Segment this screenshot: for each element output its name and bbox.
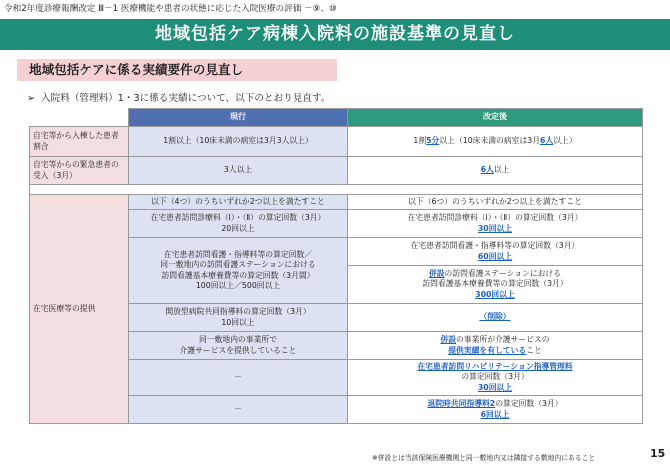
header-revised: 改定後 bbox=[348, 109, 643, 127]
header-current: 現行 bbox=[129, 109, 348, 127]
row-label-home-care: 在宅医療等の提供 bbox=[30, 195, 129, 424]
cell-current-rehab: － bbox=[129, 360, 348, 396]
cell-revised-nursing-station: 併設の訪問看護ステーションにおける 訪問看護基本療養費等の算定回数（3月） 300回以上 bbox=[348, 266, 643, 304]
cell-revised-open-hospital: （削除） bbox=[348, 304, 643, 332]
cell-current-intro: 以下（4つ）のうちいずれか2つ以上を満たすこと bbox=[129, 195, 348, 210]
cell-current-home-ratio: 1割以上（10床未満の病室は3月3人以上） bbox=[129, 127, 348, 157]
page-title: 地域包括ケア病棟入院料の施設基準の見直し bbox=[0, 19, 670, 50]
footnote: ※併設とは当該保険医療機関と同一敷地内又は隣接する敷地内にあること bbox=[372, 454, 596, 462]
cell-revised-rehab: 在宅患者訪問リハビリテーション指導管理料 の算定回数（3月） 30回以上 bbox=[348, 360, 643, 396]
arrow-icon: ➢ bbox=[27, 93, 36, 104]
cell-revised-care-service: 併設の事業所が介護サービスの 提供実績を有していること bbox=[348, 332, 643, 360]
cell-revised-visit-nursing: 在宅患者訪問看護・指導料等の算定回数（3月） 60回以上 bbox=[348, 238, 643, 266]
cell-current-visit-medical: 在宅患者訪問診療料（Ⅰ）・（Ⅱ）の算定回数（3月） 20回以上 bbox=[129, 210, 348, 238]
row-label-emergency: 自宅等からの緊急患者の受入（3月） bbox=[30, 157, 129, 185]
breadcrumb: 令和2年度診療報酬改定 Ⅲ－1 医療機能や患者の状態に応じた入院医療の評価 －⑨、⑩ bbox=[4, 4, 337, 14]
intro-bullet bbox=[27, 90, 330, 104]
page-number: 15 bbox=[650, 447, 666, 460]
cell-current-visit-nursing: 在宅患者訪問看護・指導料等の算定回数／ 同一敷地内の訪問看護ステーションにおける 訪問看護基本療養費等の算定回数（3月間） 100回以上／500回以上 bbox=[129, 238, 348, 304]
cell-revised-home-ratio: 1割5分以上（10床未満の病室は3月6人以上） bbox=[348, 127, 643, 157]
intro-text: 入院料（管理料）1・3に係る実績について、以下のとおり見直す。 bbox=[41, 93, 331, 104]
section-subtitle: 地域包括ケアに係る実績要件の見直し bbox=[17, 59, 337, 81]
cell-current-open-hospital: 開放型病院共同指導料の算定回数（3月） 10回以上 bbox=[129, 304, 348, 332]
cell-revised-visit-medical: 在宅患者訪問診療料（Ⅰ）・（Ⅱ）の算定回数（3月） 30回以上 bbox=[348, 210, 643, 238]
requirements-table bbox=[29, 108, 643, 424]
cell-revised-emergency: 6人以上 bbox=[348, 157, 643, 185]
cell-current-care-service: 同一敷地内の事業所で 介護サービスを提供していること bbox=[129, 332, 348, 360]
cell-revised-discharge: 退院時共同指導料2の算定回数（3月） 6回以上 bbox=[348, 396, 643, 424]
cell-current-emergency: 3人以上 bbox=[129, 157, 348, 185]
cell-revised-intro: 以下（6つ）のうちいずれか2つ以上を満たすこと bbox=[348, 195, 643, 210]
row-label-home-ratio: 自宅等から入棟した患者割合 bbox=[30, 127, 129, 157]
cell-current-discharge: － bbox=[129, 396, 348, 424]
row-spacer bbox=[30, 185, 643, 195]
corner-cell bbox=[30, 109, 129, 127]
